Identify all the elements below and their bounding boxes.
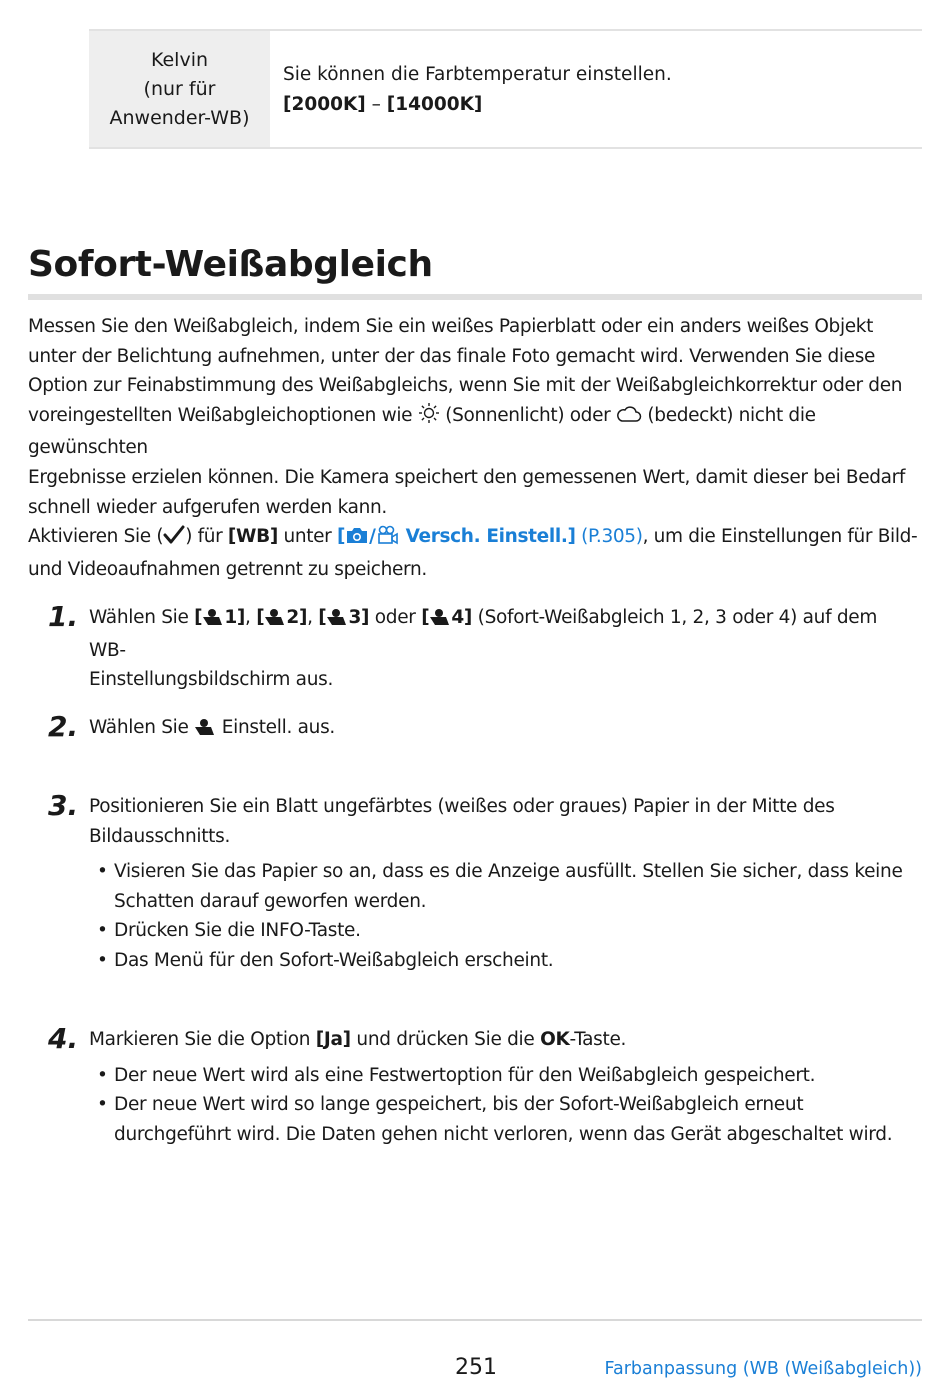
step-text-part: Bildausschnitts. (89, 825, 231, 847)
table-header-line: Anwender-WB) (109, 106, 250, 129)
intro-text: ) für (185, 526, 228, 548)
separator: , (307, 607, 319, 628)
separator: , (245, 607, 257, 628)
bracket: [ (256, 607, 265, 628)
step-text-part: (Sofort-Weißabgleich 1, 2, 3 oder 4) auf dem WB- (89, 607, 878, 661)
intro-text: Aktivieren Sie ( (28, 526, 164, 548)
settings-label: Versch. Einstell.] (399, 526, 576, 548)
bracket: ] (361, 607, 370, 628)
intro-text: unter (277, 526, 337, 548)
bracket: ] (463, 607, 473, 628)
intro-text: voreingestellten Weißabgleichoptionen wie (28, 404, 418, 426)
intro-text: Option zur Feinabstimmung des Weißabgleichs, wenn Sie mit der Weißabgleichkorrektur oder den (28, 375, 903, 397)
step-text-part: Wählen Sie (89, 717, 195, 738)
one-touch-wb-4 (421, 607, 472, 628)
table-body-cell (270, 31, 922, 147)
wb-slot-number: 1 (224, 607, 237, 628)
separator: oder (369, 607, 422, 628)
step-text-part: Einstell. aus. (216, 717, 335, 738)
intro-text: Messen Sie den Weißabgleich, indem Sie ein weißes Papierblatt oder ein anders weißes Objekt (28, 316, 874, 337)
step-text-part: Wählen Sie (89, 607, 195, 628)
step-number: 2. (48, 710, 79, 743)
intro-text: (bedeckt) nicht die gewünschten (28, 404, 816, 459)
intro-paragraph (28, 312, 928, 584)
step-text (89, 1025, 909, 1149)
video-camera-icon (376, 525, 400, 555)
one-touch-wb-icon (326, 606, 348, 636)
list-item: • Der neue Wert wird so lange gespeichert, bis der Sofort-Weißabgleich erneut durchgeführt wird. Die Daten gehen nicht verloren, wenn das Gerät abgeschaltet wird. (89, 1090, 909, 1149)
list-item: • Der neue Wert wird als eine Festwertoption für den Weißabgleich gespeichert. (89, 1061, 909, 1091)
step-text-part: Einstellungsbildschirm aus. (89, 669, 334, 690)
page-reference-link[interactable]: (P.305) (581, 526, 643, 548)
intro-text: schnell wieder aufgerufen werden kann. (28, 496, 387, 518)
bracket: ] (298, 607, 308, 628)
step-text (89, 603, 909, 695)
bracket: [ (336, 526, 346, 548)
step-text-part: Markieren Sie die Option (89, 1029, 316, 1050)
one-touch-wb-3 (318, 607, 369, 628)
bullet-list (89, 1061, 909, 1150)
intro-text: Ergebnisse erzielen können. Die Kamera speichert den gemessenen Wert, damit dieser bei Bedarf (28, 466, 906, 488)
one-touch-wb-1 (194, 607, 245, 628)
list-item: • Visieren Sie das Papier so an, dass es die Anzeige ausfüllt. Stellen Sie sicher, dass keine Schatten darauf geworfen werden. (89, 857, 909, 916)
footer-section-link[interactable]: Farbanpassung (WB (Weißabgleich)) (604, 1359, 922, 1379)
cloud-icon (616, 404, 642, 434)
step-text-part: -Taste. (569, 1029, 627, 1050)
checkmark-icon (163, 525, 185, 555)
table-description: Sie können die Farbtemperatur einstellen. (283, 64, 672, 85)
step-number: 4. (48, 1022, 79, 1055)
step-text-part: und drücken Sie die (350, 1029, 541, 1050)
page-number: 251 (455, 1355, 497, 1380)
step-text (89, 713, 909, 746)
table-header-cell (89, 31, 270, 147)
camera-icon (345, 525, 369, 555)
bullet-list (89, 857, 909, 975)
range-min: [2000K] (283, 94, 366, 115)
option-ja: [Ja] (315, 1029, 351, 1050)
one-touch-wb-icon (194, 716, 216, 746)
range-separator: – (365, 94, 387, 115)
wb-slot-number: 2 (286, 607, 299, 628)
one-touch-wb-icon (429, 606, 451, 636)
bracket: [ (318, 607, 327, 628)
one-touch-wb-icon (202, 606, 224, 636)
table-header-line: Kelvin (150, 48, 209, 71)
one-touch-wb-icon (264, 606, 286, 636)
wb-label: [WB] (227, 526, 278, 548)
footer-divider (28, 1319, 922, 1321)
page-title: Sofort-Weißabgleich (28, 244, 433, 285)
slash: / (369, 526, 376, 548)
list-item: • Das Menü für den Sofort-Weißabgleich erscheint. (89, 946, 909, 976)
step-text-part: Positionieren Sie ein Blatt ungefärbtes (weißes oder graues) Papier in der Mitte des (89, 796, 835, 817)
range-max: [14000K] (386, 94, 483, 115)
wb-slot-number: 4 (451, 607, 464, 628)
step-number: 1. (48, 600, 79, 633)
sun-icon (418, 402, 440, 434)
ok-button-label: OK (540, 1029, 570, 1050)
wb-slot-number: 3 (348, 607, 362, 628)
title-underline (28, 294, 922, 300)
table-header-line: (nur für (143, 77, 216, 100)
bracket: [ (421, 607, 430, 628)
step-text (89, 792, 909, 975)
list-item: • Drücken Sie die INFO-Taste. (89, 916, 909, 946)
settings-reference[interactable] (337, 526, 576, 547)
intro-text: unter der Belichtung aufnehmen, unter der das finale Foto gemacht wird. Verwenden Sie diese (28, 345, 876, 367)
intro-text: und Videoaufnahmen getrennt zu speichern. (28, 558, 427, 580)
step-number: 3. (48, 789, 79, 822)
intro-text: (Sonnenlicht) oder (439, 404, 616, 426)
kelvin-table (89, 29, 922, 149)
bracket: [ (194, 607, 203, 628)
bracket: ] (236, 607, 246, 628)
one-touch-wb-2 (256, 607, 307, 628)
kelvin-range (283, 90, 922, 120)
intro-text: , um die Einstellungen für Bild- (642, 526, 918, 548)
